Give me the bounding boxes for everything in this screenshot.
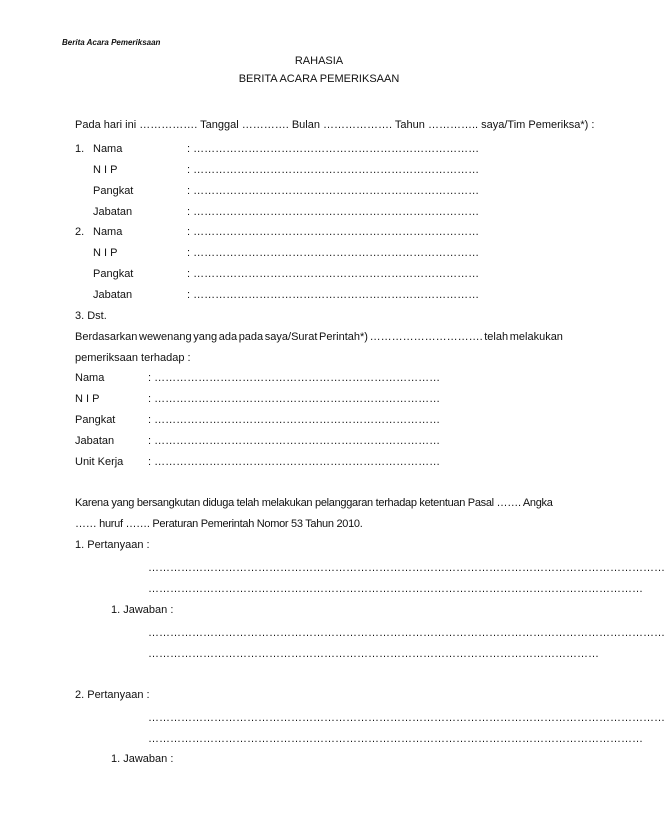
field-value: : …………………………………………………………………… xyxy=(148,456,441,468)
question-label: 1. Pertanyaan : xyxy=(75,539,150,551)
answer-dotted-line: ……………………………………………………………………………………………………………………… xyxy=(148,583,643,595)
field-value: : …………………………………………………………………… xyxy=(148,372,441,384)
violation-line: …… huruf ……. Peraturan Pemerintah Nomor 53 Tahun 2010. xyxy=(75,518,363,530)
answer-dotted-line: ……………………………………………………………………………………………………………………… xyxy=(148,733,643,745)
authority-line xyxy=(75,330,563,344)
examiner-number: 2. xyxy=(75,226,85,238)
field-value: : …………………………………………………………………… xyxy=(187,247,480,259)
authority-word: wewenang xyxy=(139,331,192,343)
field-label: Pangkat xyxy=(75,414,116,426)
field-label: Jabatan xyxy=(93,289,133,301)
field-label: Nama xyxy=(93,143,123,155)
answer-label: 1. Jawaban : xyxy=(111,604,174,616)
document-title: BERITA ACARA PEMERIKSAAN xyxy=(238,73,400,85)
field-value: : …………………………………………………………………… xyxy=(148,414,441,426)
field-value: : …………………………………………………………………… xyxy=(187,143,480,155)
authority-word: pada xyxy=(238,331,264,343)
field-label: Pangkat xyxy=(93,185,134,197)
question-label: 2. Pertanyaan : xyxy=(75,689,150,701)
field-label: Jabatan xyxy=(93,206,133,218)
continuation-marker: 3. Dst. xyxy=(75,310,107,322)
authority-line: pemeriksaan terhadap : xyxy=(75,352,191,364)
field-value: : …………………………………………………………………… xyxy=(187,206,480,218)
authority-word: melakukan xyxy=(509,331,563,343)
authority-word: telah xyxy=(484,331,509,343)
authority-word: ada xyxy=(218,331,238,343)
classification-label: RAHASIA xyxy=(294,55,344,67)
field-value: : …………………………………………………………………… xyxy=(148,393,441,405)
field-label: Nama xyxy=(75,372,105,384)
field-label: N I P xyxy=(93,164,118,176)
field-value: : …………………………………………………………………… xyxy=(187,226,480,238)
field-label: N I P xyxy=(93,247,118,259)
answer-dotted-line: …………………………………………………………………………………………………………………………… xyxy=(148,712,665,724)
field-value: : …………………………………………………………………… xyxy=(187,289,480,301)
field-value: : …………………………………………………………………… xyxy=(187,164,480,176)
examiner-number: 1. xyxy=(75,143,85,155)
field-label: N I P xyxy=(75,393,100,405)
answer-dotted-line: …………………………………………………………………………………………………………… xyxy=(148,648,599,660)
authority-word: Perintah*) xyxy=(319,331,368,343)
answer-label: 1. Jawaban : xyxy=(111,753,174,765)
answer-dotted-line: …………………………………………………………………………………………………………………………… xyxy=(148,627,665,639)
field-label: Jabatan xyxy=(75,435,115,447)
field-value: : …………………………………………………………………… xyxy=(148,435,441,447)
running-header: Berita Acara Pemeriksaan xyxy=(62,38,161,47)
field-value: : …………………………………………………………………… xyxy=(187,268,480,280)
answer-dotted-line: …………………………………………………………………………………………………………………………… xyxy=(148,562,665,574)
authority-word: yang xyxy=(193,331,218,343)
field-label: Pangkat xyxy=(93,268,134,280)
field-label: Nama xyxy=(93,226,123,238)
violation-line: Karena yang bersangkutan diduga telah melakukan pelanggaran terhadap ketentuan Pasal ……. Angka xyxy=(75,497,553,509)
opening-statement: Pada hari ini ……………. Tanggal …………. Bulan ………………. Tahun ………….. saya/Tim Pemeriksa*) : xyxy=(75,119,595,131)
field-label: Unit Kerja xyxy=(75,456,124,468)
authority-word: …………………………. xyxy=(369,331,483,343)
field-value: : …………………………………………………………………… xyxy=(187,185,480,197)
authority-word: Berdasarkan xyxy=(75,331,138,343)
authority-word: saya/Surat xyxy=(264,331,318,343)
